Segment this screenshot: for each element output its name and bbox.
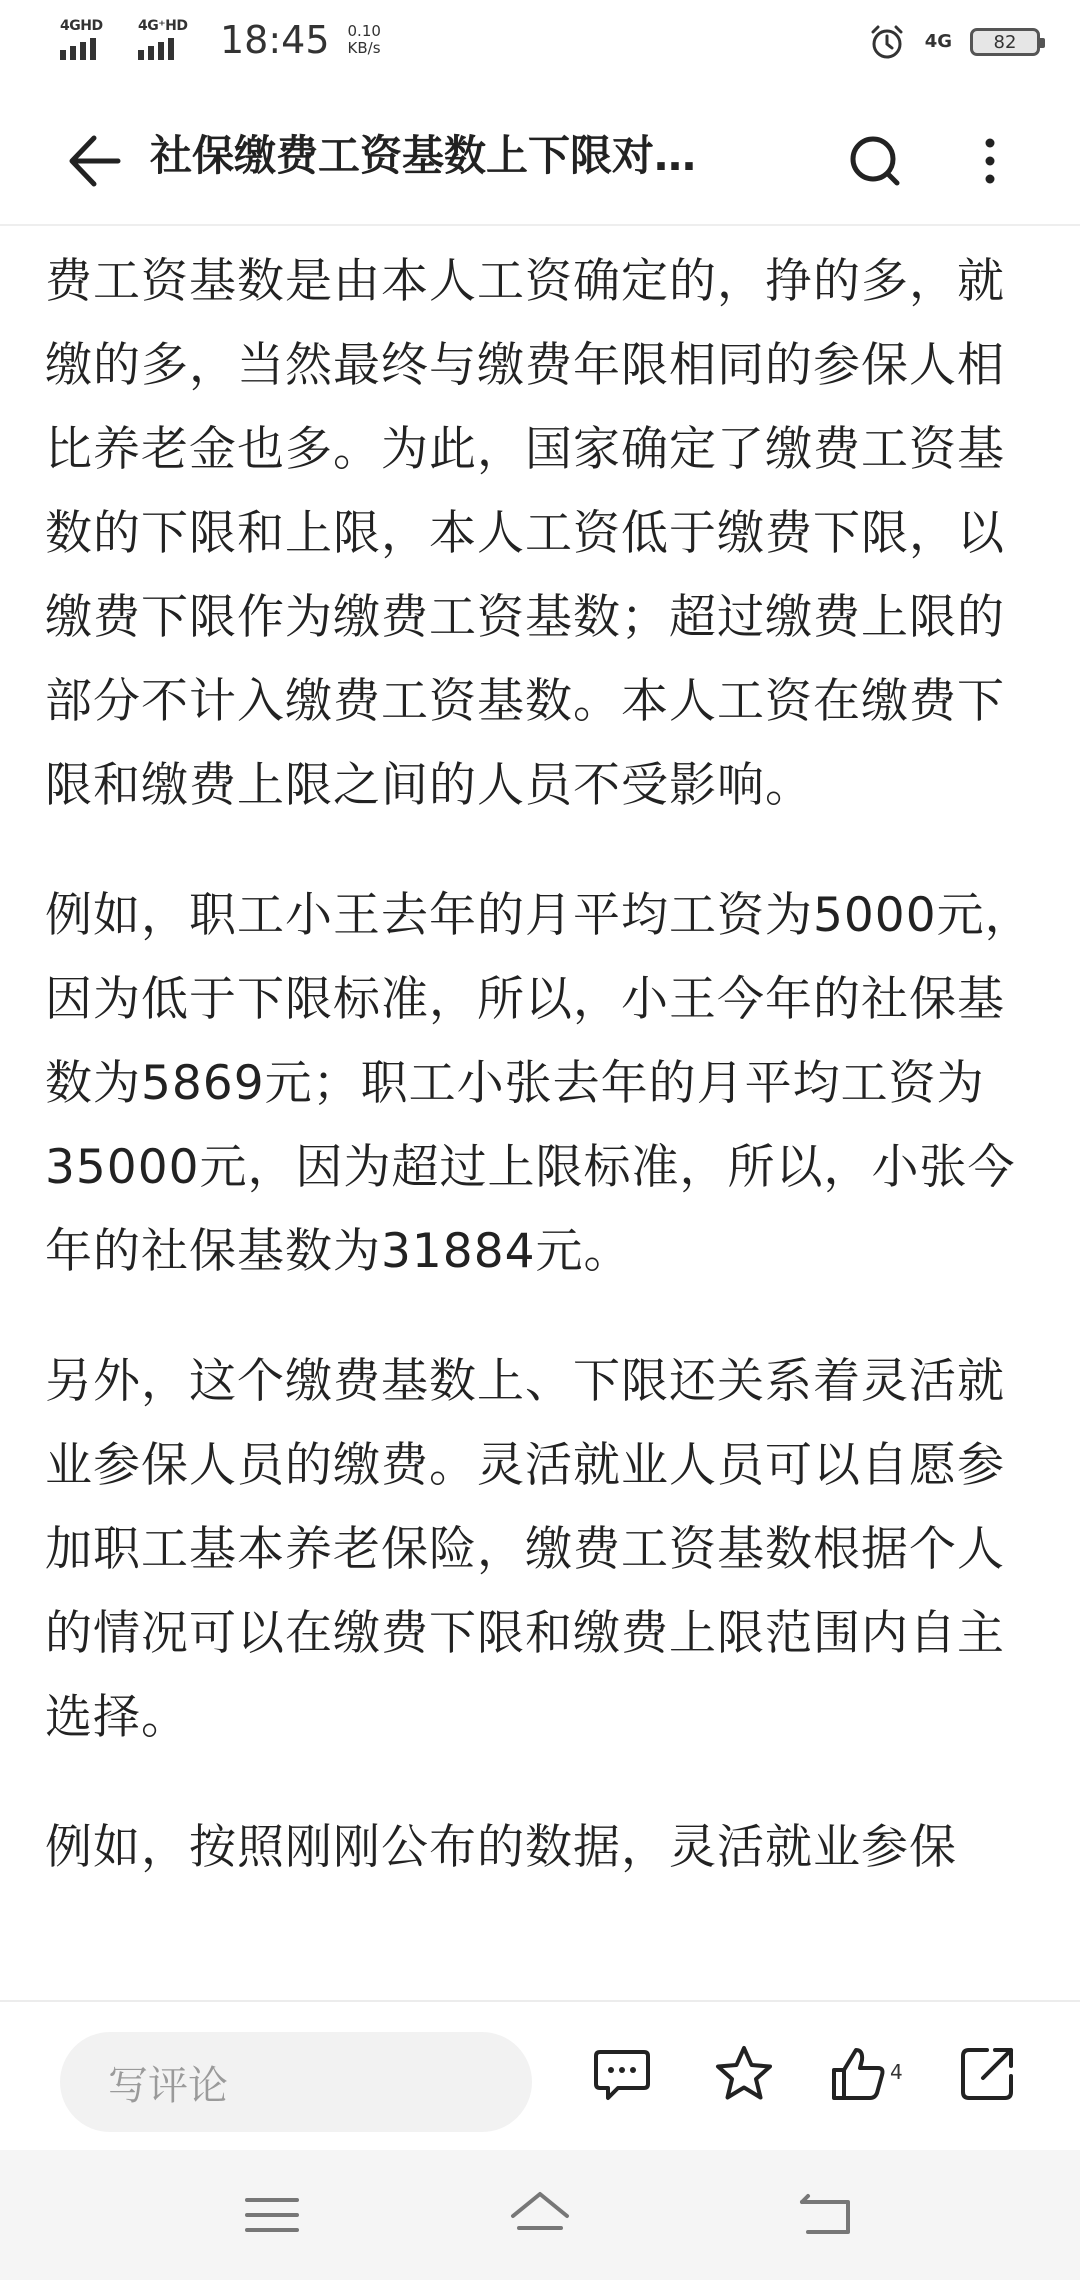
back-icon [790, 2180, 860, 2250]
battery-level: 82 [993, 31, 1017, 53]
nav-home-button[interactable] [505, 2180, 575, 2250]
search-icon[interactable] [845, 131, 905, 191]
menu-icon [237, 2180, 307, 2250]
right-network-label: 4G [924, 31, 952, 52]
system-nav-bar [0, 2150, 1080, 2280]
signal-2-icon [138, 18, 198, 62]
nav-menu-button[interactable] [237, 2180, 307, 2250]
status-bar [0, 0, 1080, 86]
like-count: 4 [890, 2060, 903, 2084]
nav-back-button[interactable] [790, 2180, 860, 2250]
battery-indicator [970, 28, 1040, 56]
back-arrow-icon[interactable] [58, 126, 128, 196]
article-paragraph-3: 另外，这个缴费基数上、下限还关系着灵活就业参保人员的缴费。灵活就业人员可以自愿参加职工基本养老保险，缴费工资基数根据个人的情况可以在缴费下限和缴费上限范围内自主选择。 [45, 1354, 1005, 1745]
page-title: 社保缴费工资基数上下限对… [150, 131, 697, 180]
comment-icon [590, 2042, 654, 2106]
star-icon [712, 2042, 776, 2106]
alarm-icon [867, 22, 907, 62]
thumbs-up-icon [826, 2042, 890, 2106]
network-2-label: 4G⁺HD [138, 18, 188, 34]
like-button[interactable] [826, 2042, 890, 2106]
signal-1-icon [60, 18, 120, 62]
comment-input-placeholder: 写评论 [108, 2062, 228, 2109]
article-paragraph-2: 例如，职工小王去年的月平均工资为5000元，因为低于下限标准，所以，小王今年的社保基数为5869元；职工小张去年的月平均工资为35000元，因为超过上限标准，所以，小张今年的社保基数为31884元。 [45, 888, 1033, 1279]
speed-value: 0.10 [347, 22, 381, 40]
speed-unit: KB/s [347, 39, 381, 57]
comment-input[interactable] [60, 2032, 532, 2132]
article-paragraph-1: 费工资基数是由本人工资确定的，挣的多，就缴的多，当然最终与缴费年限相同的参保人相比养老金也多。为此，国家确定了缴费工资基数的下限和上限，本人工资低于缴费下限，以缴费下限作为缴费工资基数；超过缴费上限的部分不计入缴费工资基数。本人工资在缴费下限和缴费上限之间的人员不受影响。 [45, 254, 1005, 813]
network-speed [348, 23, 381, 57]
share-button[interactable] [955, 2042, 1019, 2106]
favorite-button[interactable] [712, 2042, 776, 2106]
comment-bar [0, 2000, 1080, 2150]
status-left [60, 18, 381, 62]
top-app-bar [0, 86, 1080, 226]
network-1-label: 4GHD [60, 18, 103, 34]
article-body [45, 240, 1040, 2000]
home-icon [505, 2180, 575, 2250]
status-time: 18:45 [220, 18, 330, 62]
more-vertical-icon[interactable] [960, 131, 1020, 191]
article-paragraph-4: 例如，按照刚刚公布的数据，灵活就业参保 [45, 1820, 957, 1875]
share-icon [955, 2042, 1019, 2106]
status-right [867, 22, 1040, 62]
comment-button[interactable] [590, 2042, 654, 2106]
